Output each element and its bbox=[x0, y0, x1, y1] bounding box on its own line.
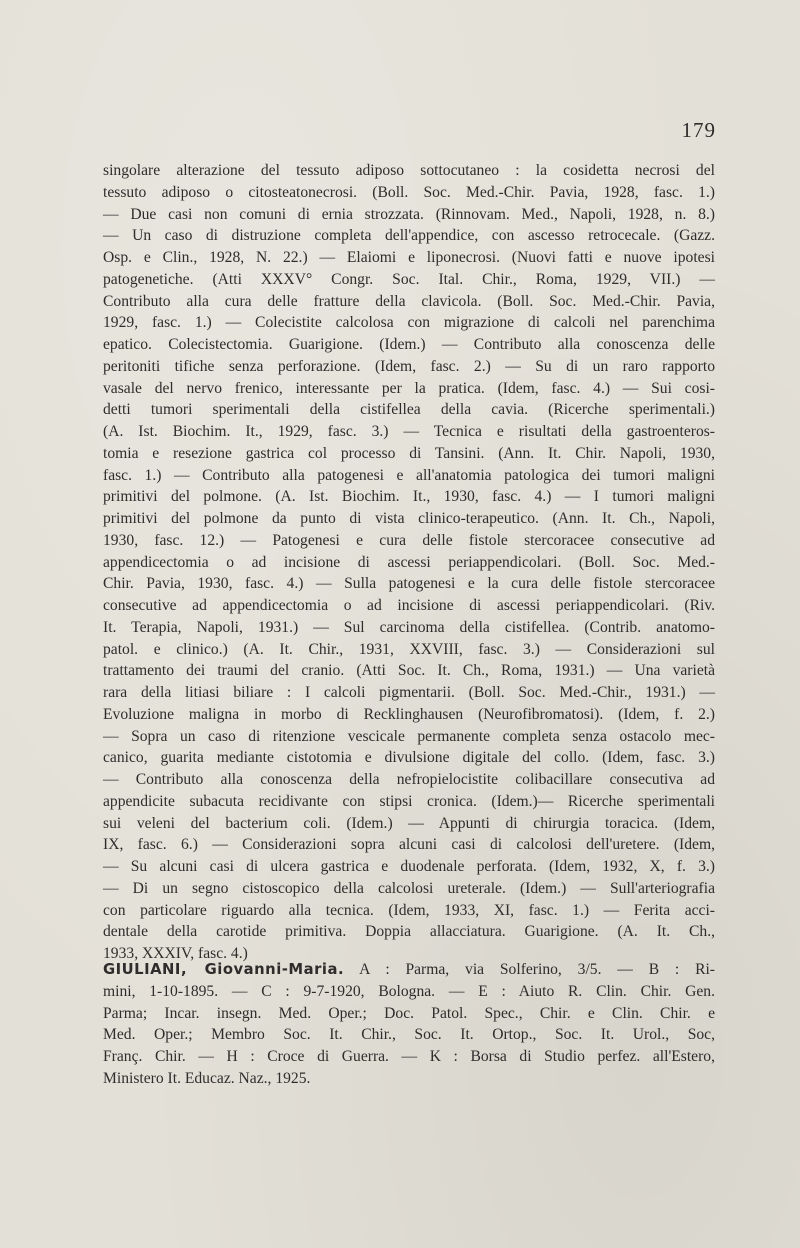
bibliography-line: consecutive ad appendicectomia o ad incisione di ascessi periappendicolari. (Riv. bbox=[103, 597, 715, 614]
bibliography-line: Contributo alla cura delle fratture della clavicola. (Boll. Soc. Med.-Chir. Pavia, bbox=[103, 292, 715, 310]
bibliography-line: — Sopra un caso di ritenzione vescicale permanente completa senza ostacolo mec- bbox=[103, 727, 715, 745]
entry-line: Ministero It. Educaz. Naz., 1925. bbox=[103, 1069, 311, 1087]
entry-line: Parma; Incar. insegn. Med. Oper.; Doc. Patol. Spec., Chir. e Clin. Chir. e bbox=[103, 1004, 715, 1022]
bibliography-line: 1929, fasc. 1.) — Colecistite calcolosa con migrazione di calcoli nel parenchima bbox=[103, 314, 715, 332]
bibliography-line: primitivi del polmone da punto di vista clinico-terapeutico. (Ann. It. Ch., Napoli, bbox=[103, 510, 715, 527]
bibliography-line: Chir. Pavia, 1930, fasc. 4.) — Sulla patogenesi e la cura delle fistole stercoracee bbox=[103, 575, 715, 593]
bibliography-line: — Un caso di distruzione completa dell'appendice, con ascesso retrocecale. (Gazz. bbox=[103, 227, 715, 245]
bibliography-line: dentale della carotide primitiva. Doppia allacciatura. Guarigione. (A. It. Ch., bbox=[103, 923, 715, 941]
bibliography-line: 1930, fasc. 12.) — Patogenesi e cura delle fistole stercoracee consecutive ad bbox=[103, 531, 715, 549]
person-name: GIULIANI, Giovanni-Maria. bbox=[103, 961, 345, 978]
bibliography-line: appendicite subacuta recidivante con stipsi cronica. (Idem.)— Ricerche sperimentali bbox=[103, 792, 715, 810]
bibliography-line: con particolare riguardo alla tecnica. (Idem, 1933, XI, fasc. 1.) — Ferita acci- bbox=[103, 901, 715, 919]
bibliography-line: sui veleni del bacterium coli. (Idem.) — Appunti di chirurgia toracica. (Idem, bbox=[103, 814, 715, 832]
bibliography-line: 1933, XXXIV, fasc. 4.) bbox=[103, 945, 248, 962]
bibliography-line: tessuto adiposo o citosteatonecrosi. (Boll. Soc. Med.-Chir. Pavia, 1928, fasc. 1.) bbox=[103, 183, 715, 201]
bibliography-line: trattamento dei traumi del cranio. (Atti Soc. It. Ch., Roma, 1931.) — Una varietà bbox=[103, 662, 715, 680]
bibliography-line: rara della litiasi biliare : I calcoli pigmentarii. (Boll. Soc. Med.-Chir., 1931.) — bbox=[103, 684, 715, 701]
page-number: 179 bbox=[681, 118, 716, 142]
bibliography-line: (A. Ist. Biochim. It., 1929, fasc. 3.) — Tecnica e risultati della gastroenteros- bbox=[103, 423, 715, 440]
bibliography-line: primitivi del polmone. (A. Ist. Biochim. It., 1930, fasc. 4.) — I tumori maligni bbox=[103, 488, 715, 506]
bibliography-line: singolare alterazione del tessuto adiposo sottocutaneo : la cosidetta necrosi del bbox=[103, 162, 715, 179]
bibliography-line: — Contributo alla conoscenza della nefropielocistite colibacillare consecutiva ad bbox=[103, 771, 715, 788]
bibliography-line: IX, fasc. 6.) — Considerazioni sopra alcuni casi di calcolosi dell'uretere. (Idem, bbox=[103, 836, 715, 854]
entry-first-line bbox=[103, 959, 715, 981]
bibliography-line: vasale del nervo frenico, interessante per la pratica. (Idem, fasc. 4.) — Sui cosi- bbox=[103, 379, 715, 397]
bibliography-line: — Su alcuni casi di ulcera gastrica e duodenale perforata. (Idem, 1932, X, f. 3.) bbox=[103, 858, 715, 875]
bibliography-line: Evoluzione maligna in morbo di Recklinghausen (Neurofibromatosi). (Idem, f. 2.) bbox=[103, 705, 715, 723]
bibliography-line: detti tumori sperimentali della cistifellea della cavia. (Ricerche sperimentali.) bbox=[103, 401, 715, 419]
bibliography-line: — Due casi non comuni di ernia strozzata. (Rinnovam. Med., Napoli, 1928, n. 8.) bbox=[103, 205, 715, 223]
entry-line: Med. Oper.; Membro Soc. It. Chir., Soc. It. Ortop., Soc. It. Urol., Soc, bbox=[103, 1026, 715, 1044]
entry-line: Franç. Chir. — H : Croce di Guerra. — K : Borsa di Studio perfez. all'Estero, bbox=[103, 1048, 715, 1065]
bibliography-line: epatico. Colecistectomia. Guarigione. (Idem.) — Contributo alla conoscenza delle bbox=[103, 336, 715, 353]
entry-line: mini, 1-10-1895. — C : 9-7-1920, Bologna. — E : Aiuto R. Clin. Chir. Gen. bbox=[103, 982, 715, 1000]
biography-entry bbox=[103, 959, 715, 1090]
bibliography-line: Osp. e Clin., 1928, N. 22.) — Elaiomi e liponecrosi. (Nuovi fatti e nuove ipotesi bbox=[103, 249, 715, 266]
bibliography-line: fasc. 1.) — Contributo alla patogenesi e all'anatomia patologica dei tumori maligni bbox=[103, 466, 715, 484]
bibliography-line: appendicectomia o ad incisione di ascessi periappendicolari. (Boll. Soc. Med.- bbox=[103, 553, 715, 571]
bibliography-line: tomia e resezione gastrica col processo di Tansini. (Ann. It. Chir. Napoli, 1930, bbox=[103, 444, 715, 462]
bibliography-line: peritoniti tifiche senza perforazione. (Idem, fasc. 2.) — Su di un raro rapporto bbox=[103, 357, 715, 375]
bibliography-line: patol. e clinico.) (A. It. Chir., 1931, XXVIII, fasc. 3.) — Considerazioni sul bbox=[103, 640, 715, 658]
bibliography-line: canico, guarita mediante cistotomia e divulsione digitale del collo. (Idem, fasc. 3.) bbox=[103, 749, 715, 767]
bibliography-line: It. Terapia, Napoli, 1931.) — Sul carcinoma della cistifellea. (Contrib. anatomo- bbox=[103, 618, 715, 636]
bibliography-line: patogenetiche. (Atti XXXV° Congr. Soc. Ital. Chir., Roma, 1929, VII.) — bbox=[103, 270, 715, 288]
bibliography-line: — Di un segno cistoscopico della calcolosi ureterale. (Idem.) — Sull'arteriografia bbox=[103, 879, 715, 897]
bibliography-paragraph bbox=[103, 160, 715, 965]
entry-first-line-text: A : Parma, via Solferino, 3/5. — B : Ri- bbox=[359, 961, 715, 978]
